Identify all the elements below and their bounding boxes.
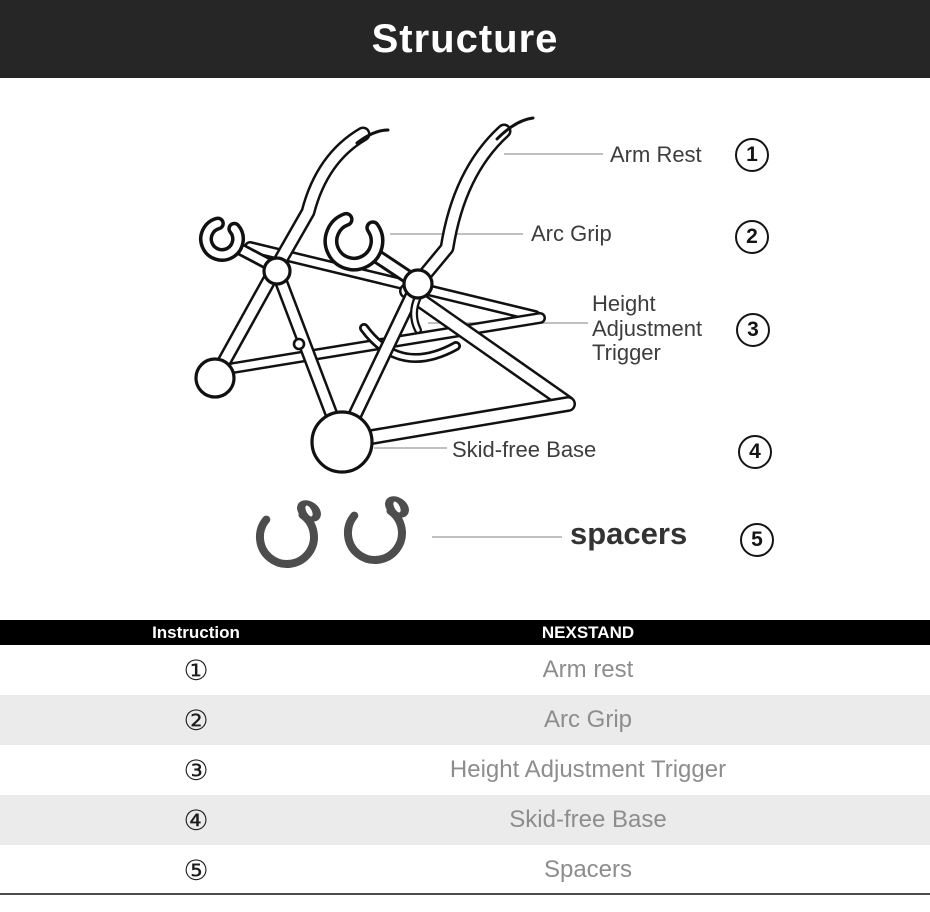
stand-frame [196,118,568,472]
diagram-label-height-adjustment-trigger: Height Adjustment Trigger [592,291,703,365]
laptop-stand-line-art-icon [0,78,930,618]
structure-diagram [0,78,930,618]
row-number: ⑤ [183,853,209,887]
pivot-right [404,270,432,298]
pivot-left [264,258,290,284]
table-row [0,745,930,795]
diagram-label-arc-grip: Arc Grip [531,221,612,246]
diagram-label-skid-free-base: Skid-free Base [452,437,597,462]
diagram-label-arm-rest: Arm Rest [610,142,702,167]
part-name: Spacers [543,856,633,883]
diagram-label-spacers: spacers [570,516,688,551]
page-title: Structure [371,16,559,61]
spacer-icon [348,492,413,560]
title-bar [0,0,930,78]
column-header-instruction: Instruction [152,622,240,642]
table-row [0,845,930,895]
table-header [0,620,930,645]
part-number-badge-5: 5 [740,523,774,557]
part-name: Arc Grip [543,706,632,733]
row-number: ④ [183,803,209,837]
scissor-pin [294,339,304,349]
part-name: Height Adjustment Trigger [449,756,727,783]
skid-free-base-foot-large [312,412,372,472]
row-number: ③ [183,753,209,787]
part-number-badge-1: 1 [735,138,769,172]
part-number-badge-4: 4 [738,435,772,469]
table-row [0,645,930,695]
table-row [0,695,930,745]
divider [0,893,930,895]
part-number-badge-2: 2 [735,220,769,254]
skid-free-base-foot-small [196,359,234,397]
parts-table [0,620,930,895]
part-name: Skid-free Base [509,806,667,833]
part-number-badge-3: 3 [736,313,770,347]
part-name: Arm rest [542,656,634,683]
row-number: ② [183,703,209,737]
column-header-nexstand: NEXSTAND [541,622,635,642]
table-row [0,795,930,845]
spacer-icon [260,496,325,564]
row-number: ① [183,653,209,687]
